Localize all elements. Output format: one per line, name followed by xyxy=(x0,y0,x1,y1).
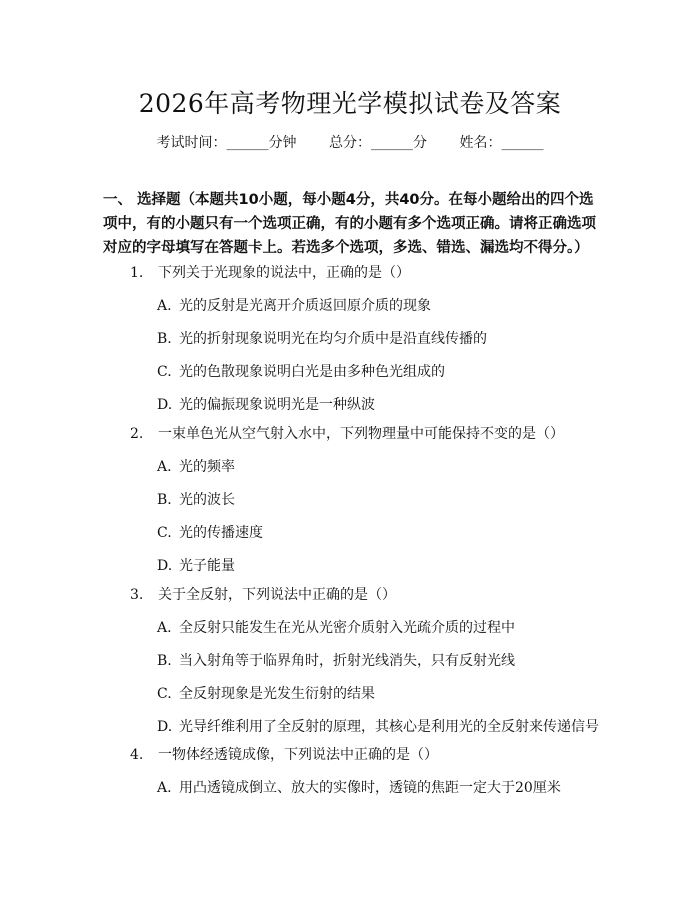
option-letter: B. xyxy=(157,492,172,508)
option-4a xyxy=(157,778,561,798)
option-letter: A. xyxy=(157,780,172,796)
option-text: 用凸透镜成倒立、放大的实像时，透镜的焦距一定大于20厘米 xyxy=(179,780,561,796)
option-text: 光的色散现象说明白光是由多种色光组成的 xyxy=(179,364,445,380)
option-3c xyxy=(157,684,375,704)
option-text: 光的偏振现象说明光是一种纵波 xyxy=(179,397,375,413)
option-1a xyxy=(157,296,431,316)
option-1c xyxy=(157,362,445,382)
page-title: 2026年高考物理光学模拟试卷及答案 xyxy=(138,89,562,118)
option-letter: A. xyxy=(157,459,172,475)
option-text: 当入射角等于临界角时，折射光线消失，只有反射光线 xyxy=(179,653,515,669)
option-text: 光的频率 xyxy=(179,459,235,475)
option-letter: D. xyxy=(157,558,173,574)
option-2d xyxy=(157,556,235,576)
option-2c xyxy=(157,523,263,543)
option-letter: D. xyxy=(157,397,173,413)
question-number: 2. xyxy=(130,426,144,442)
total-score-field: 总分：______分 xyxy=(329,135,427,151)
option-letter: C. xyxy=(157,364,172,380)
option-text: 光的折射现象说明光在均匀介质中是沿直线传播的 xyxy=(179,331,487,347)
exam-time-field: 考试时间：______分钟 xyxy=(156,135,297,151)
question-text: 下列关于光现象的说法中，正确的是（） xyxy=(158,265,410,281)
option-letter: D. xyxy=(157,719,173,735)
question-text: 关于全反射，下列说法中正确的是（） xyxy=(158,587,396,603)
question-1 xyxy=(130,263,410,283)
exam-info-line xyxy=(0,132,700,152)
question-number: 3. xyxy=(130,587,144,603)
option-letter: B. xyxy=(157,653,172,669)
option-text: 光的反射是光离开介质返回原介质的现象 xyxy=(179,298,431,314)
option-3b xyxy=(157,651,515,671)
option-text: 光子能量 xyxy=(179,558,235,574)
question-number: 4. xyxy=(130,747,144,763)
option-2a xyxy=(157,457,235,477)
option-3a xyxy=(157,618,515,638)
student-name-field: 姓名：______ xyxy=(459,135,544,151)
option-text: 全反射只能发生在光从光密介质射入光疏介质的过程中 xyxy=(179,620,515,636)
question-text: 一物体经透镜成像，下列说法中正确的是（） xyxy=(158,747,438,763)
option-letter: B. xyxy=(157,331,172,347)
option-1d xyxy=(157,395,375,415)
option-text: 全反射现象是光发生衍射的结果 xyxy=(179,686,375,702)
question-3 xyxy=(130,585,396,605)
option-1b xyxy=(157,329,487,349)
option-2b xyxy=(157,490,235,510)
question-text: 一束单色光从空气射入水中，下列物理量中可能保持不变的是（） xyxy=(158,426,564,442)
option-letter: A. xyxy=(157,298,172,314)
section-header: 一、 选择题（本题共10小题，每小题4分，共40分。在每小题给出的四个选项中，有的小题只有一个选项正确，有的小题有多个选项正确。请将正确选项对应的字母填写在答题卡上。若选多个选项，多选、错选、漏选均不得分。） xyxy=(103,192,596,256)
option-3d xyxy=(157,717,599,737)
option-letter: C. xyxy=(157,525,172,541)
question-2 xyxy=(130,424,564,444)
question-number: 1. xyxy=(130,265,144,281)
option-text: 光的传播速度 xyxy=(179,525,263,541)
option-text: 光的波长 xyxy=(179,492,235,508)
option-letter: C. xyxy=(157,686,172,702)
option-letter: A. xyxy=(157,620,172,636)
option-text: 光导纤维利用了全反射的原理，其核心是利用光的全反射来传递信号 xyxy=(179,719,599,735)
question-4 xyxy=(130,745,438,765)
